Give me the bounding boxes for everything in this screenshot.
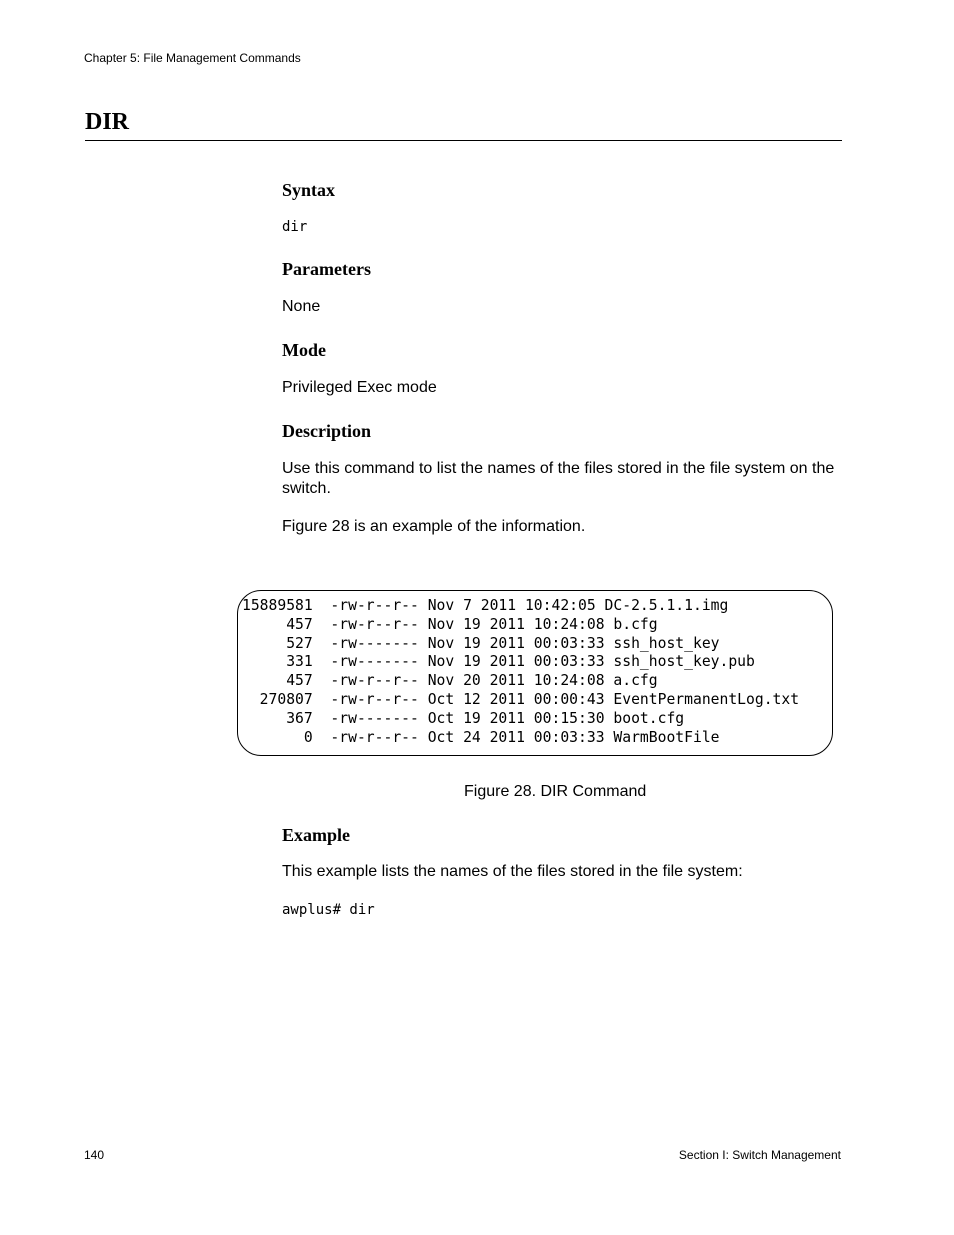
listing-row: 367 -rw------- Oct 19 2011 00:15:30 boot.cfg — [242, 709, 685, 727]
listing-row: 331 -rw------- Nov 19 2011 00:03:33 ssh_host_key.pub — [242, 653, 755, 671]
listing-row: 15889581 -rw-r--r-- Nov 7 2011 10:42:05 DC-2.5.1.1.img — [242, 597, 729, 614]
syntax-heading: Syntax — [282, 180, 336, 200]
page-title: DIR — [85, 109, 130, 135]
listing-row: 457 -rw-r--r-- Nov 19 2011 10:24:08 b.cfg — [242, 615, 658, 633]
figure-listing — [242, 597, 799, 747]
mode-text: Privileged Exec mode — [282, 379, 437, 396]
footer-section: Section I: Switch Management — [678, 1148, 841, 1162]
figure-reference-text: Figure 28 is an example of the information. — [282, 518, 586, 535]
figure-caption: Figure 28. DIR Command — [464, 783, 647, 800]
parameters-text: None — [282, 298, 321, 315]
description-heading: Description — [282, 421, 371, 441]
example-code: awplus# dir — [282, 902, 375, 918]
description-text: Use this command to list the names of the files stored in the file system on the switch. — [282, 460, 835, 497]
example-text: This example lists the names of the files stored in the file system: — [282, 863, 743, 880]
listing-row: 527 -rw------- Nov 19 2011 00:03:33 ssh_host_key — [242, 634, 720, 652]
mode-heading: Mode — [282, 340, 326, 360]
page-number: 140 — [84, 1148, 105, 1162]
listing-row: 270807 -rw-r--r-- Oct 12 2011 00:00:43 EventPermanentLog.txt — [242, 690, 800, 708]
syntax-code: dir — [282, 219, 308, 235]
title-rule — [85, 140, 842, 141]
parameters-heading: Parameters — [282, 259, 371, 279]
running-header: Chapter 5: File Management Commands — [84, 51, 301, 65]
example-heading: Example — [282, 825, 351, 845]
listing-row: 0 -rw-r--r-- Oct 24 2011 00:03:33 WarmBootFile — [242, 728, 720, 746]
listing-row: 457 -rw-r--r-- Nov 20 2011 10:24:08 a.cfg — [242, 672, 658, 690]
